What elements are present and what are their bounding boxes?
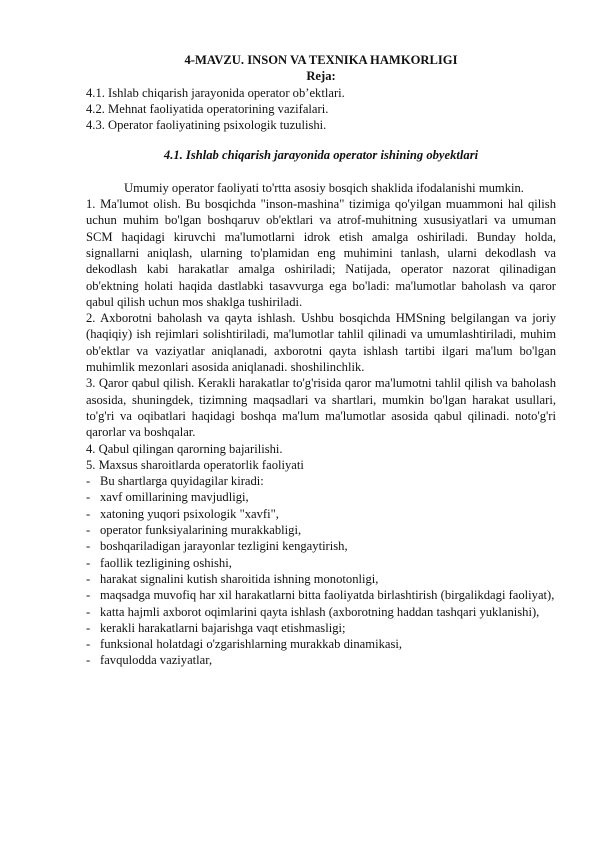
paragraph-step-3: 3. Qaror qabul qilish. Kerakli harakatlar to'g'risida qaror ma'lumotni tahlil qilish va baholash asosida, shuningdek, tizimning maqsadlari va shartlari, mumkin bo'lgan harakat usullari, to'g'ri va oqibatlari haqidagi boshqa ma'lum ma'lumotlar asosida qabul qilinadi. noto'g'ri qarorlar va boshqalar. [86,376,556,440]
paragraph-step-1: 1. Ma'lumot olish. Bu bosqichda "inson-mashina" tizimiga qo'yilgan muammoni hal qilish uchun muhim bo'lgan boshqaruv ob'ektlari va atrof-muhitning xususiyatlari va umuman SCM haqidagi kiruvchi ma'lumotlarni idrok etish amalga oshiriladi. Bunday holda, signallarni aniqlash, ularning to'plamidan eng muhimini tanlash, ularni dekodlash va dekodlash kabi harakatlar amalga oshiriladi; Natijada, operator nazorat qilinadigan ob'ektning holati haqida dastlabki tasavvurga ega bo'ladi: ma'lumotlar baholash va qaror qabul qilish uchun mos shaklga tushiriladi. [86,197,556,309]
plan-list [86,85,556,134]
list-item: - faollik tezligining oshishi, [86,555,556,571]
document-page [86,52,556,669]
plan-item: 4.2. Mehnat faoliyatida operatorining vazifalari. [86,101,329,116]
list-item: - harakat signalini kutish sharoitida ishning monotonligi, [86,571,556,587]
document-title: 4-MAVZU. INSON VA TEXNIKA HAMKORLIGI [184,53,458,67]
list-item: - katta hajmli axborot oqimlarini qayta ishlash (axborotning haddan tashqari yuklanishi), [86,604,556,620]
list-item: - funksional holatdagi o'zgarishlarning murakkab dinamikasi, [86,636,556,652]
paragraph-step-5: 5. Maxsus sharoitlarda operatorlik faoliyati [86,457,304,472]
list-item: - kerakli harakatlarni bajarishga vaqt etishmasligi; [86,620,556,636]
plan-heading: Reja: [306,69,336,84]
section-title: 4.1. Ishlab chiqarish jarayonida operator ishining obyektlari [163,148,479,163]
list-item: - boshqariladigan jarayonlar tezligini kengaytirish, [86,538,556,554]
intro-paragraph: Umumiy operator faoliyati to'rtta asosiy bosqich shaklida ifodalanishi mumkin. [124,180,524,195]
list-item: - maqsadga muvofiq har xil harakatlarni bitta faoliyatda birlashtirish (birgalikdagi faoliyat), [86,587,556,603]
list-item: - Bu shartlarga quyidagilar kiradi: [86,473,556,489]
plan-item: 4.1. Ishlab chiqarish jarayonida operator ob’ektlari. [86,85,345,100]
plan-item: 4.3. Operator faoliyatining psixologik tuzulishi. [86,118,327,133]
paragraph-step-4: 4. Qabul qilingan qarorning bajarilishi. [86,441,283,456]
list-item: - operator funksiyalarining murakkabligi, [86,522,556,538]
list-item: - xavf omillarining mavjudligi, [86,489,556,505]
conditions-list [86,473,556,669]
list-item: - xatoning yuqori psixologik "xavfi", [86,506,556,522]
paragraph-step-2: 2. Axborotni baholash va qayta ishlash. Ushbu bosqichda HMSning belgilangan va joriy (haqiqiy) ish rejimlari solishtiriladi, ma'lumotlar tahlil qilinadi va umumlashtiriladi, muhim ob'ektlar va vaziyatlar aniqlanadi, axborotni qayta ishlash tartibi ilgari ma'lum bo'lgan muhimlik mezonlari asosida aniqlanadi. shoshilinchlik. [86,311,556,375]
list-item: - favqulodda vaziyatlar, [86,652,556,668]
